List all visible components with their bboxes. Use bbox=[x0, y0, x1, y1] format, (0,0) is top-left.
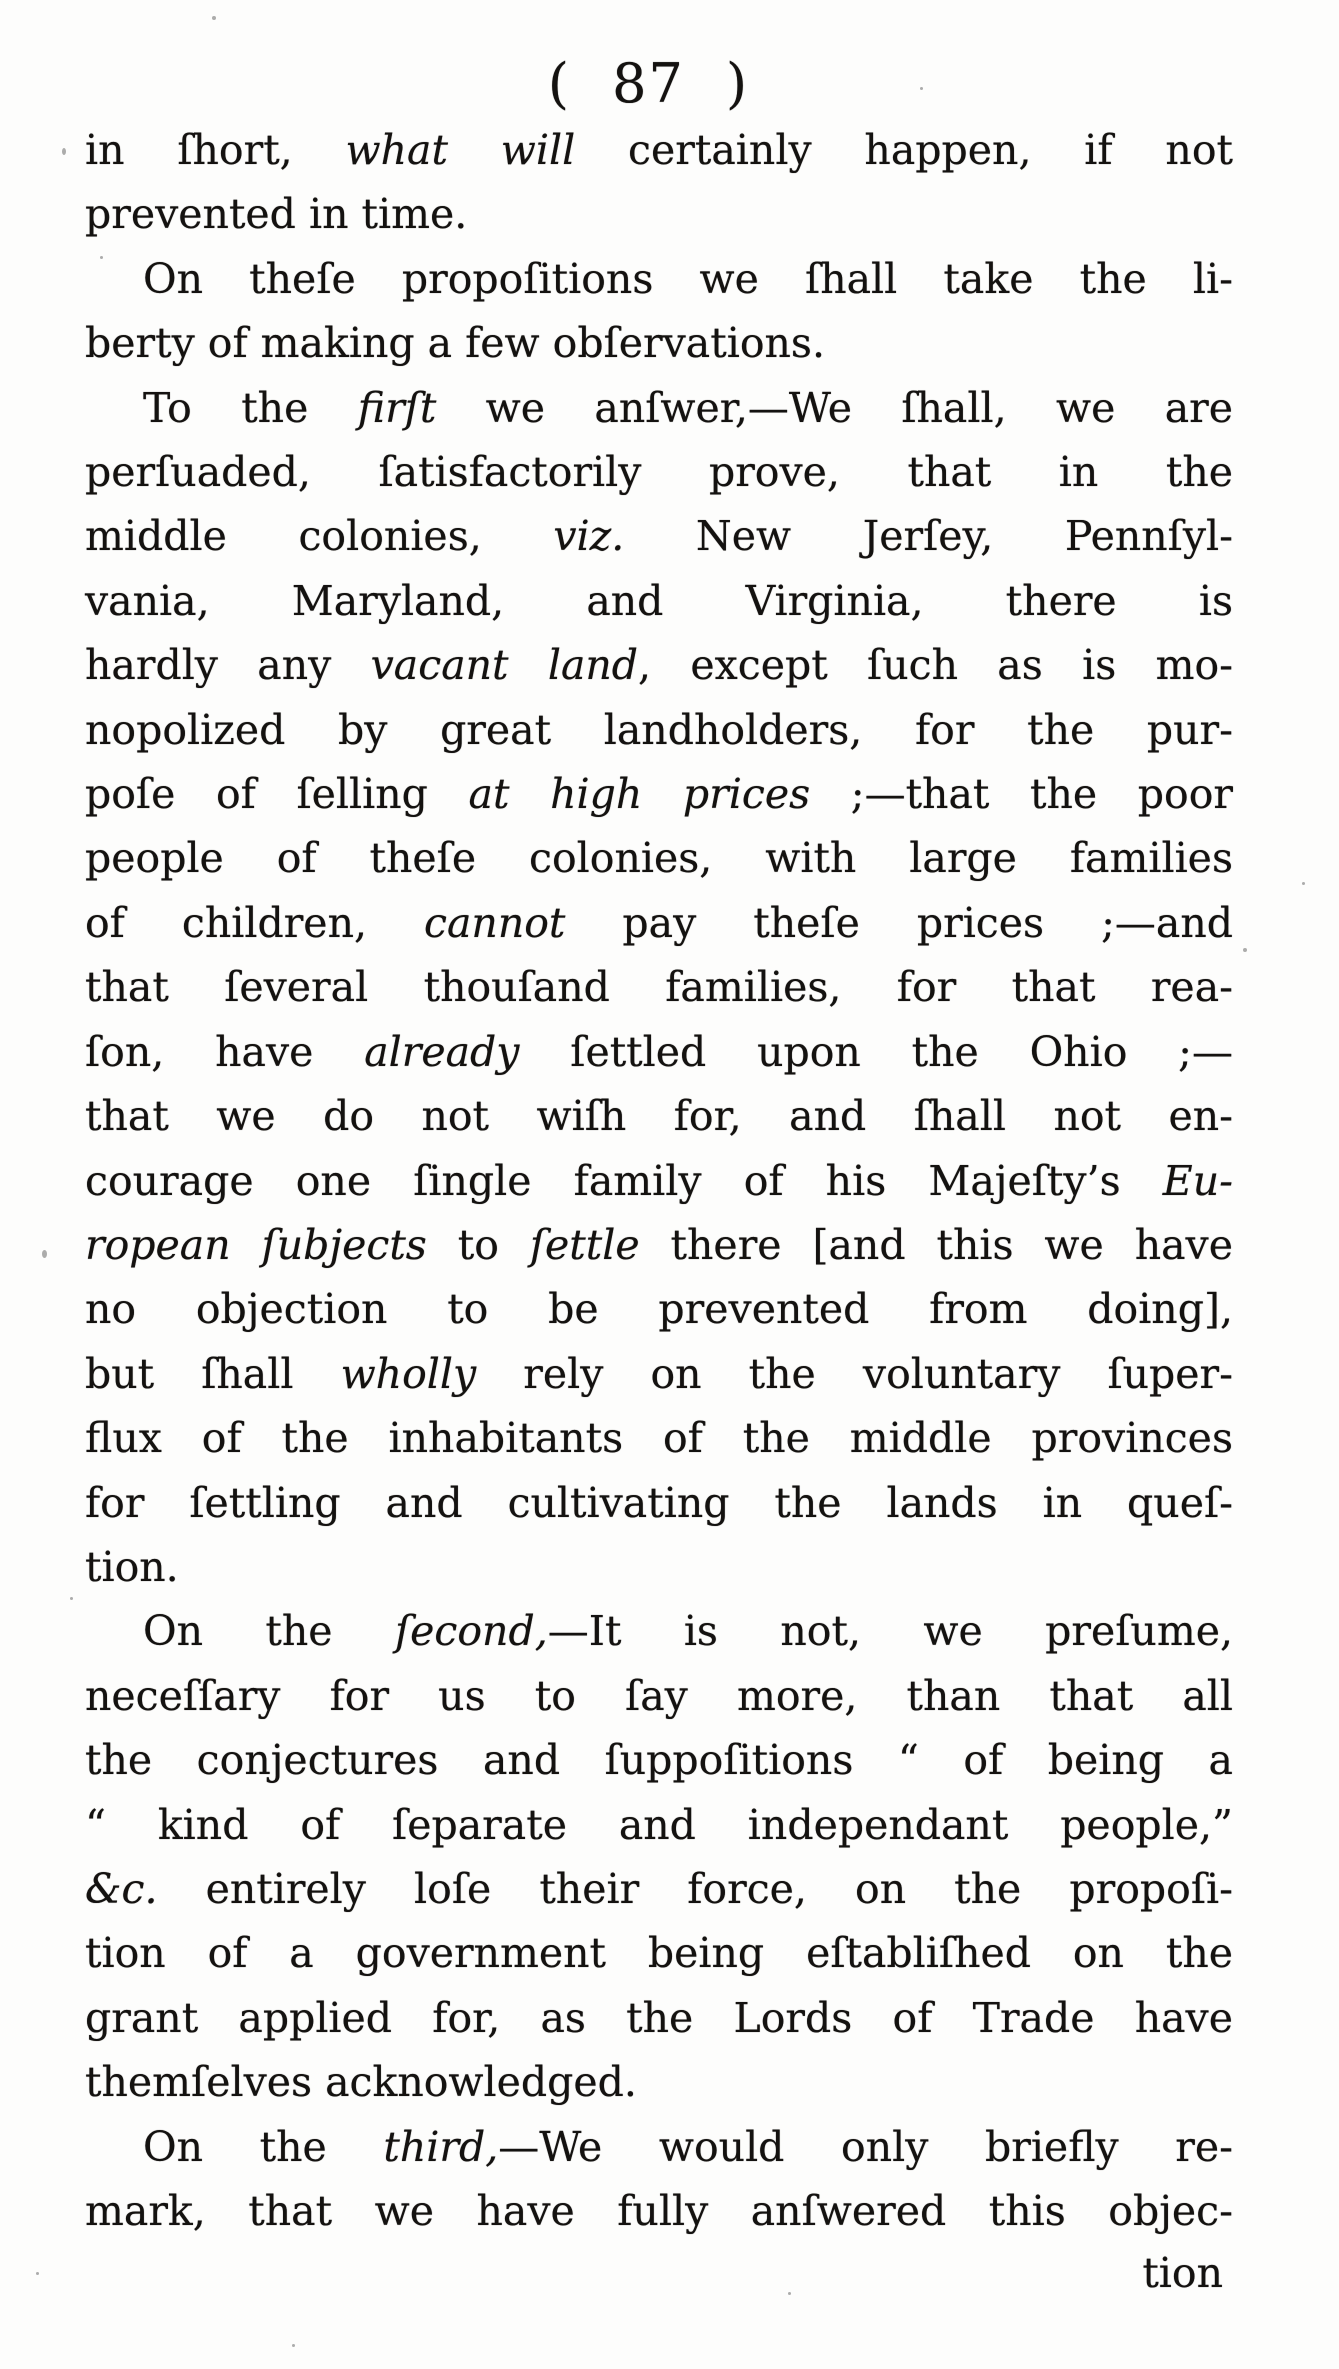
scan-speck bbox=[1302, 882, 1305, 885]
text-segment: ;—that the poor bbox=[810, 770, 1233, 819]
text-segment: in ſhort, bbox=[85, 126, 346, 174]
text-segment: middle colonies, bbox=[85, 512, 554, 561]
italic-text-segment: ropean ſubjects bbox=[85, 1220, 427, 1269]
text-block bbox=[85, 118, 1233, 2243]
text-segment: flux of the inhabitants of the middle provinces bbox=[85, 1414, 1233, 1463]
italic-text-segment: &c. bbox=[85, 1864, 158, 1913]
text-segment: but ſhall bbox=[85, 1349, 341, 1398]
text-line bbox=[85, 1342, 1233, 1406]
scan-speck bbox=[788, 2292, 791, 2295]
italic-text-segment: wholly bbox=[340, 1349, 477, 1398]
italic-text-segment: cannot bbox=[424, 898, 566, 947]
text-segment: of children, bbox=[85, 898, 425, 947]
scan-speck bbox=[42, 1250, 47, 1258]
text-line bbox=[85, 762, 1233, 826]
text-line bbox=[85, 1406, 1233, 1470]
text-line bbox=[85, 2115, 1233, 2179]
text-line bbox=[85, 376, 1233, 440]
text-segment: tion. bbox=[85, 1542, 179, 1591]
text-line bbox=[85, 698, 1233, 762]
text-segment: mark, that we have fully anſwered this objec- bbox=[85, 2187, 1233, 2235]
text-segment: that ſeveral thouſand families, for that rea- bbox=[85, 963, 1233, 1012]
text-segment: On the bbox=[143, 1607, 395, 1656]
text-segment: poſe of ſelling bbox=[85, 770, 469, 819]
italic-text-segment: at high prices bbox=[468, 770, 811, 819]
text-line bbox=[85, 1793, 1233, 1857]
scan-speck bbox=[212, 16, 216, 20]
italic-text-segment: already bbox=[364, 1027, 520, 1076]
text-line bbox=[85, 826, 1233, 890]
text-segment: entirely loſe their force, on the propoſi- bbox=[157, 1864, 1233, 1913]
text-line bbox=[85, 1277, 1233, 1341]
text-segment: themſelves acknowledged. bbox=[85, 2058, 637, 2107]
catchword: tion bbox=[1142, 2249, 1223, 2297]
text-segment: pay theſe prices ;—and bbox=[565, 898, 1233, 947]
text-segment: ſettled upon the Ohio ;— bbox=[519, 1027, 1233, 1076]
text-segment: no objection to be prevented from doing], bbox=[85, 1285, 1233, 1334]
text-line bbox=[85, 2179, 1233, 2243]
scan-speck bbox=[1243, 948, 1247, 952]
text-segment: tion of a government being eſtabliſhed on the bbox=[85, 1929, 1233, 1978]
text-segment: grant applied for, as the Lords of Trade have bbox=[85, 1993, 1233, 2042]
text-segment: people of theſe colonies, with large families bbox=[85, 834, 1233, 883]
italic-text-segment: ſecond, bbox=[394, 1607, 548, 1656]
text-segment: New Jerſey, Pennſyl- bbox=[624, 512, 1233, 561]
text-segment: To the bbox=[143, 383, 358, 432]
text-segment: nopolized by great landholders, for the pur- bbox=[85, 705, 1233, 754]
text-line bbox=[85, 1020, 1233, 1084]
text-segment: “ kind of ſeparate and independant people,” bbox=[85, 1800, 1233, 1849]
text-line bbox=[85, 440, 1233, 504]
italic-text-segment: firſt bbox=[357, 383, 437, 432]
scan-speck bbox=[70, 1597, 73, 1600]
text-line bbox=[85, 1921, 1233, 1985]
text-segment: , except ſuch as is mo- bbox=[638, 641, 1233, 690]
text-segment: —We would only briefly re- bbox=[498, 2122, 1234, 2171]
text-segment: courage one ſingle family of his Majeſty’s bbox=[85, 1156, 1163, 1205]
text-segment: ſon, have bbox=[85, 1027, 365, 1076]
text-line bbox=[85, 2050, 1233, 2114]
text-line bbox=[85, 1857, 1233, 1921]
text-line bbox=[85, 633, 1233, 697]
page-number: ( 87 ) bbox=[547, 52, 750, 115]
text-segment: for ſettling and cultivating the lands in queſ- bbox=[85, 1478, 1233, 1527]
text-line bbox=[85, 1471, 1233, 1535]
text-segment: hardly any bbox=[85, 641, 371, 690]
text-line bbox=[85, 1213, 1233, 1277]
text-line bbox=[85, 1599, 1233, 1663]
text-segment: vania, Maryland, and Virginia, there is bbox=[85, 576, 1233, 625]
text-line bbox=[85, 504, 1233, 568]
scan-speck bbox=[920, 87, 923, 90]
text-segment: we anſwer,—We ſhall, we are bbox=[436, 383, 1233, 432]
scan-speck bbox=[62, 148, 66, 155]
text-segment: certainly happen, if not bbox=[575, 126, 1233, 174]
italic-text-segment: vacant land bbox=[370, 641, 639, 690]
text-line bbox=[85, 311, 1233, 375]
scan-speck bbox=[36, 2272, 39, 2275]
scan-speck bbox=[292, 2344, 295, 2347]
italic-text-segment: viz. bbox=[553, 512, 625, 561]
text-line bbox=[85, 1664, 1233, 1728]
text-line bbox=[85, 1728, 1233, 1792]
text-segment: rely on the voluntary ſuper- bbox=[476, 1349, 1233, 1398]
scan-speck bbox=[100, 256, 103, 259]
text-segment: perſuaded, ſatisfactorily prove, that in the bbox=[85, 448, 1233, 497]
text-segment: neceſſary for us to ſay more, than that all bbox=[85, 1671, 1233, 1720]
text-line bbox=[85, 955, 1233, 1019]
text-line bbox=[85, 1149, 1233, 1213]
text-line bbox=[85, 1084, 1233, 1148]
text-segment: there [and this we have bbox=[639, 1220, 1233, 1269]
text-segment: —It is not, we preſume, bbox=[547, 1607, 1233, 1656]
text-line bbox=[85, 1535, 1233, 1599]
text-line bbox=[85, 569, 1233, 633]
italic-text-segment: what will bbox=[345, 126, 576, 174]
text-line bbox=[85, 1986, 1233, 2050]
text-segment: that we do not wiſh for, and ſhall not en- bbox=[85, 1092, 1233, 1141]
text-line bbox=[85, 118, 1233, 182]
text-segment: the conjectures and ſuppoſitions “ of being a bbox=[85, 1736, 1233, 1785]
text-line bbox=[85, 182, 1233, 246]
italic-text-segment: third, bbox=[383, 2122, 499, 2171]
text-line bbox=[85, 247, 1233, 311]
text-segment: On theſe propoſitions we ſhall take the li- bbox=[143, 254, 1233, 303]
text-segment: to bbox=[426, 1220, 530, 1269]
text-line bbox=[85, 891, 1233, 955]
italic-text-segment: ſettle bbox=[529, 1220, 640, 1269]
text-segment: prevented in time. bbox=[85, 190, 468, 239]
text-segment: On the bbox=[143, 2122, 384, 2171]
text-segment: berty of making a few obſervations. bbox=[85, 319, 826, 368]
italic-text-segment: Eu- bbox=[1162, 1156, 1233, 1205]
